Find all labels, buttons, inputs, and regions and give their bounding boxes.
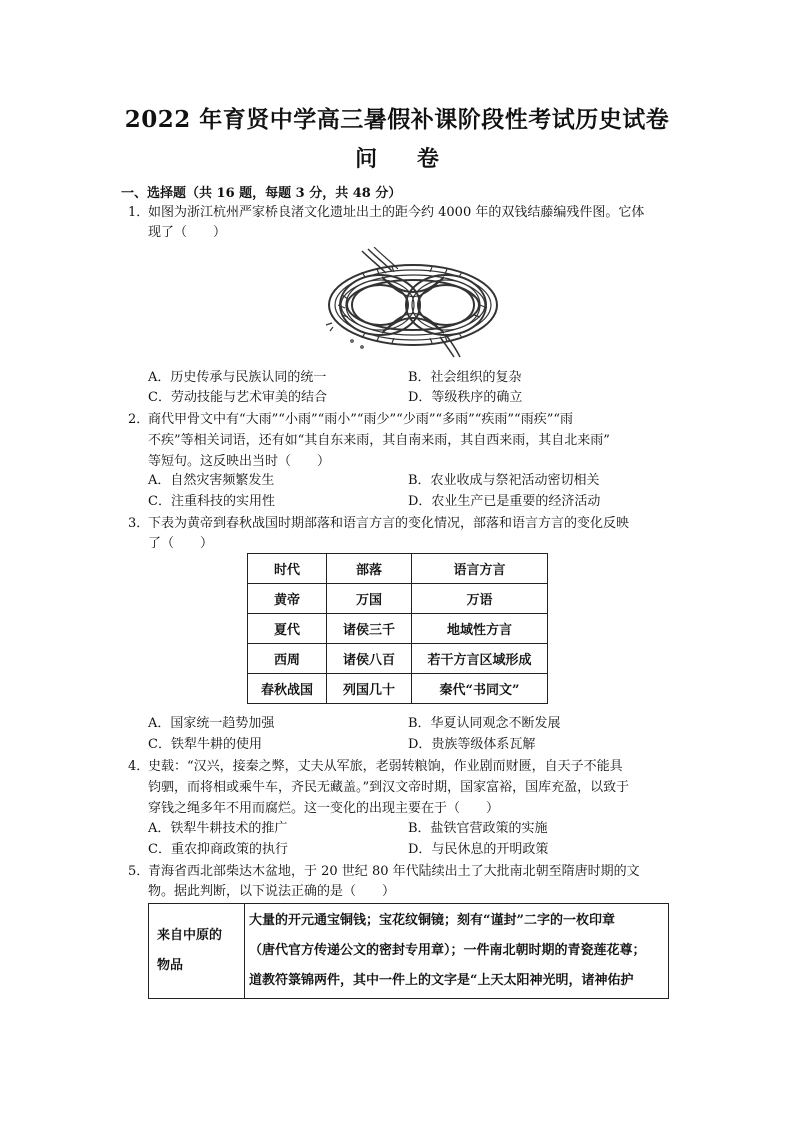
table-cell: 诸侯八百 <box>327 644 412 674</box>
table-cell: 诸侯三千 <box>327 614 412 644</box>
q1-option-a[interactable]: A．历史传承与民族认同的统一 <box>148 370 327 385</box>
q2-option-a[interactable]: A．自然灾害频繁发生 <box>148 473 275 488</box>
q5-table <box>148 903 669 999</box>
q5-table-right-line-3: 道教符箓锦两件，其中一件上的文字是“上天太阳神光明，诸神佑护 <box>249 973 634 988</box>
q4-stem-line-2: 钧驷，而将相或乘牛车，齐民无藏盖。”到汉文帝时期，国家富裕，国库充盈，以致于 <box>148 780 630 795</box>
table-cell: 秦代“书同文” <box>412 674 548 704</box>
q1-option-c[interactable]: C．劳动技能与艺术审美的结合 <box>148 390 327 405</box>
table-row <box>248 584 548 614</box>
table-header-row <box>248 554 548 584</box>
q5-table-right-line-2: （唐代官方传递公文的密封专用章）；一件南北朝时期的青瓷莲花尊； <box>249 943 646 958</box>
q4-option-d[interactable]: D．与民休息的开明政策 <box>408 842 549 857</box>
q5-table-left-cell <box>149 904 245 999</box>
q5-stem-line-2: 物。据此判断，以下说法正确的是（ ） <box>148 884 396 899</box>
table-cell: 列国几十 <box>327 674 412 704</box>
table-cell: 西周 <box>248 644 327 674</box>
table-cell: 若干方言区域形成 <box>412 644 548 674</box>
q3-table <box>247 553 548 704</box>
q1-number: 1． <box>128 205 150 220</box>
table-header-cell: 部落 <box>327 554 412 584</box>
q3-option-a[interactable]: A．国家统一趋势加强 <box>148 716 275 731</box>
q4-option-c[interactable]: C．重农抑商政策的执行 <box>148 842 288 857</box>
q2-stem-line-2: 不疾”等相关词语，还有如“其自东来雨，其自南来雨，其自西来雨，其自北来雨” <box>148 433 610 448</box>
table-cell: 夏代 <box>248 614 327 644</box>
section-heading: 一、选择题（共 16 题，每题 3 分，共 48 分） <box>121 186 402 201</box>
q1-stem-line-1: 如图为浙江杭州严家桥良渚文化遗址出土的距今约 4000 年的双钱结藤编残件图。它体 <box>148 205 645 220</box>
table-cell: 万国 <box>327 584 412 614</box>
q3-stem-line-1: 下表为黄帝到春秋战国时期部落和语言方言的变化情况，部落和语言方言的变化反映 <box>148 516 630 531</box>
q5-table-left-line-2: 物品 <box>157 958 184 973</box>
q4-option-a[interactable]: A．铁犁牛耕技术的推广 <box>148 821 288 836</box>
q4-number: 4． <box>128 759 150 774</box>
q5-table-left-line-1: 来自中原的 <box>157 928 223 943</box>
q2-option-b[interactable]: B．农业收成与祭祀活动密切相关 <box>408 473 600 488</box>
exam-title: 2022 年育贤中学高三暑假补课阶段性考试历史试卷 <box>124 106 670 133</box>
q5-stem-line-1: 青海省西北部柴达木盆地，于 20 世纪 80 年代陆续出土了大批南北朝至隋唐时期的文 <box>148 864 640 879</box>
table-header-cell: 时代 <box>248 554 327 584</box>
q3-option-c[interactable]: C．铁犁牛耕的使用 <box>148 737 262 752</box>
q2-option-c[interactable]: C．注重科技的实用性 <box>148 494 275 509</box>
table-cell: 黄帝 <box>248 584 327 614</box>
table-cell: 春秋战国 <box>248 674 327 704</box>
table-cell: 地域性方言 <box>412 614 548 644</box>
table-cell: 万语 <box>412 584 548 614</box>
table-row <box>248 674 548 704</box>
q3-option-b[interactable]: B．华夏认同观念不断发展 <box>408 716 561 731</box>
q2-option-d[interactable]: D．农业生产已是重要的经济活动 <box>408 494 601 509</box>
table-header-cell: 语言方言 <box>412 554 548 584</box>
q3-number: 3． <box>128 516 150 531</box>
q3-option-d[interactable]: D．贵族等级体系瓦解 <box>408 737 536 752</box>
table-row <box>248 644 548 674</box>
double-coin-knot-figure <box>322 247 504 359</box>
q4-option-b[interactable]: B．盐铁官营政策的实施 <box>408 821 548 836</box>
q3-stem-line-2: 了（ ） <box>148 536 214 551</box>
q5-table-right-line-1: 大量的开元通宝铜钱；宝花纹铜镜；刻有“谨封”二字的一枚印章 <box>249 913 615 928</box>
q2-number: 2． <box>128 412 150 427</box>
q2-stem-line-3: 等短句。这反映出当时（ ） <box>148 454 331 469</box>
table-row <box>248 614 548 644</box>
exam-subtitle: 问 卷 <box>355 146 455 172</box>
q4-stem-line-1: 史载：“汉兴，接秦之弊，丈夫从军旅，老弱转粮饷，作业剧而财匮，自天子不能具 <box>148 759 623 774</box>
q4-stem-line-3: 穿钱之绳多年不用而腐烂。这一变化的出现主要在于（ ） <box>148 801 500 816</box>
table-row <box>149 904 669 999</box>
q5-number: 5． <box>128 864 150 879</box>
q1-option-b[interactable]: B．社会组织的复杂 <box>408 370 522 385</box>
q1-stem-line-2: 现了（ ） <box>148 225 227 240</box>
q1-option-d[interactable]: D．等级秩序的确立 <box>408 390 523 405</box>
q5-table-right-cell <box>245 904 669 999</box>
q2-stem-line-1: 商代甲骨文中有“大雨”“小雨”“雨小”“雨少”“少雨”“多雨”“疾雨”“雨疾”“雨 <box>148 412 573 427</box>
